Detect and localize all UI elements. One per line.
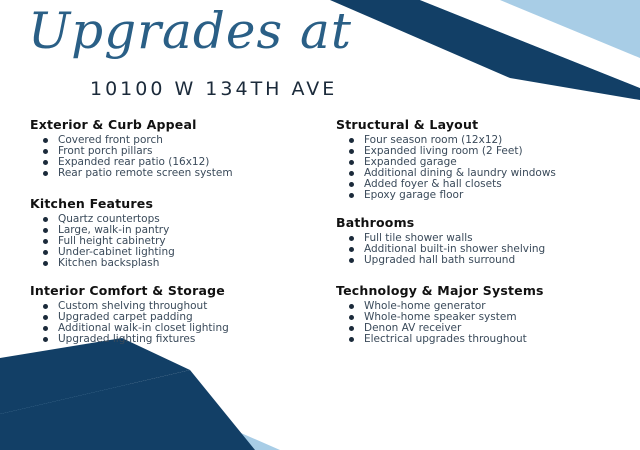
section-technology <box>336 283 626 345</box>
section-exterior <box>30 117 320 179</box>
list-item: Covered front porch <box>30 135 320 146</box>
page-title: Upgrades at <box>28 2 352 60</box>
list-item: Whole-home speaker system <box>336 312 626 323</box>
list-item: Rear patio remote screen system <box>30 168 320 179</box>
list-item: Denon AV receiver <box>336 323 626 334</box>
section-bathrooms <box>336 215 626 266</box>
list-item: Four season room (12x12) <box>336 135 626 146</box>
property-address: 10100 W 134TH AVE <box>90 78 338 100</box>
list-item: Electrical upgrades throughout <box>336 334 626 345</box>
list-item: Additional dining & laundry windows <box>336 168 626 179</box>
item-list <box>336 135 626 201</box>
list-item: Expanded rear patio (16x12) <box>30 157 320 168</box>
list-item: Whole-home generator <box>336 301 626 312</box>
item-list <box>30 214 320 269</box>
item-list <box>30 135 320 179</box>
section-heading: Structural & Layout <box>336 117 479 132</box>
section-structural <box>336 117 626 201</box>
list-item: Expanded living room (2 Feet) <box>336 146 626 157</box>
item-list <box>336 301 626 345</box>
list-item: Added foyer & hall closets <box>336 179 626 190</box>
list-item: Epoxy garage floor <box>336 190 626 201</box>
list-item: Custom shelving throughout <box>30 301 320 312</box>
section-heading: Technology & Major Systems <box>336 283 544 298</box>
list-item: Upgraded lighting fixtures <box>30 334 320 345</box>
list-item: Upgraded hall bath surround <box>336 255 626 266</box>
section-heading: Exterior & Curb Appeal <box>30 117 197 132</box>
list-item: Quartz countertops <box>30 214 320 225</box>
list-item: Kitchen backsplash <box>30 258 320 269</box>
item-list <box>336 233 626 266</box>
section-heading: Bathrooms <box>336 215 415 230</box>
section-heading: Kitchen Features <box>30 196 154 211</box>
list-item: Upgraded carpet padding <box>30 312 320 323</box>
section-heading: Interior Comfort & Storage <box>30 283 225 298</box>
list-item: Full tile shower walls <box>336 233 626 244</box>
section-interior <box>30 283 320 345</box>
list-item: Large, walk-in pantry <box>30 225 320 236</box>
list-item: Front porch pillars <box>30 146 320 157</box>
list-item: Additional walk-in closet lighting <box>30 323 320 334</box>
list-item: Expanded garage <box>336 157 626 168</box>
list-item: Under-cabinet lighting <box>30 247 320 258</box>
list-item: Full height cabinetry <box>30 236 320 247</box>
item-list <box>30 301 320 345</box>
list-item: Additional built-in shower shelving <box>336 244 626 255</box>
section-kitchen <box>30 196 320 269</box>
